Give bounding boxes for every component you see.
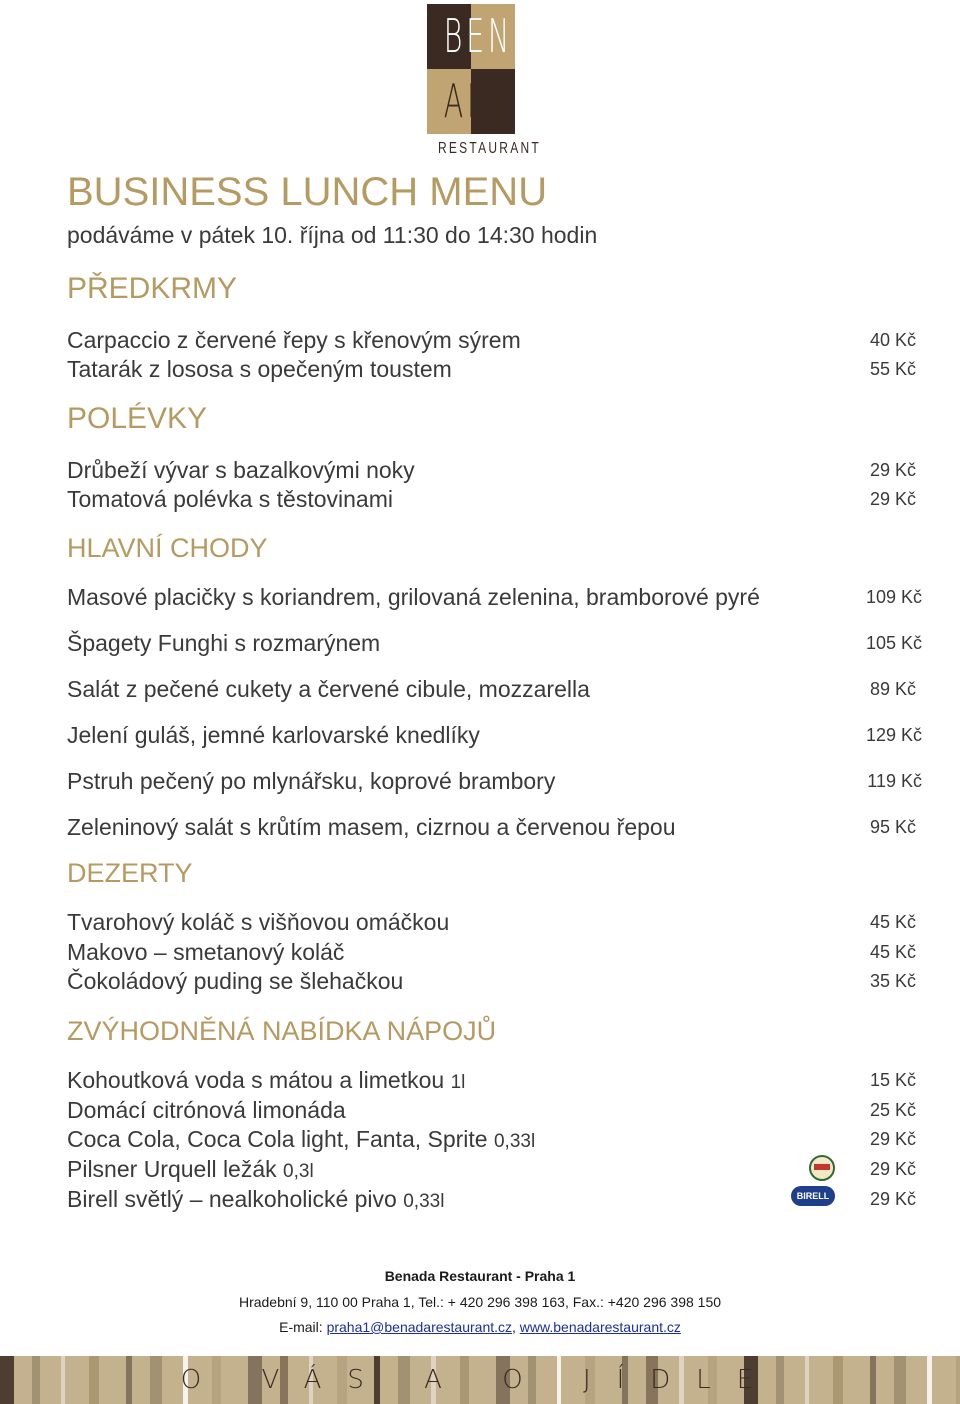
menu-item-price: 29 Kč [869,489,916,509]
menu-item [67,1067,465,1094]
menu-item-name: Coca Cola, Coca Cola light, Fanta, Sprite [67,1126,488,1152]
menu-item: Tatarák z lososa s opečeným toustem [67,356,452,382]
footer-email-link[interactable]: praha1@benadarestaurant.cz [326,1319,513,1335]
menu-item-unit: 0,3l [283,1161,314,1182]
menu-item-price: 45 Kč [869,912,916,932]
footer-contact [0,1319,960,1335]
menu-item: Drůbeží vývar s bazalkovými noky [67,457,415,483]
pilsner-urquell-logo-icon [809,1155,835,1181]
section-heading-polevky: POLÉVKY [67,402,208,435]
menu-item-unit: 0,33l [493,1131,536,1152]
menu-item-unit: 0,33l [403,1191,445,1212]
logo-subtitle: RESTAURANT [438,140,541,157]
menu-item: Špagety Funghi s rozmarýnem [67,630,381,656]
menu-item: Čokoládový puding se šlehačkou [67,968,404,994]
footer-restaurant-name: Benada Restaurant - Praha 1 [384,1268,576,1284]
menu-item-price: 45 Kč [869,942,916,962]
menu-item: Makovo – smetanový koláč [67,939,345,965]
footer-website-link[interactable]: www.benadarestaurant.cz [519,1319,681,1335]
menu-item-price: 40 Kč [869,330,916,350]
menu-item: Tomatová polévka s těstovinami [67,486,393,512]
section-heading-dezerty: DEZERTY [67,858,193,888]
menu-item: Tvarohový koláč s višňovou omáčkou [67,909,450,935]
menu-item-price: 109 Kč [865,587,922,607]
section-heading-hlavni: HLAVNÍ CHODY [67,533,268,563]
birell-logo-icon: BIRELL [791,1186,835,1206]
menu-item-price: 119 Kč [867,771,922,791]
menu-item-price: 29 Kč [869,1189,916,1209]
restaurant-logo [427,4,541,162]
menu-item-name: Birell světlý – nealkoholické pivo [67,1186,397,1212]
menu-item-price: 25 Kč [869,1100,916,1120]
menu-item-price: 29 Kč [869,460,916,480]
menu-item-price: 29 Kč [869,1129,916,1149]
menu-item-price: 129 Kč [865,725,922,745]
menu-item-unit: 1l [450,1072,466,1093]
footer-separator: , [512,1319,516,1335]
menu-item [67,1156,314,1183]
menu-item-price: 35 Kč [869,971,916,991]
menu-item-price: 55 Kč [869,359,916,379]
menu-item-price: 95 Kč [869,817,916,837]
menu-item: Masové placičky s koriandrem, grilovaná zelenina, bramborové pyré [67,584,760,610]
menu-item-price: 15 Kč [869,1070,916,1090]
band-motto: O VÁS A O JÍDLE [180,1365,780,1395]
menu-item-price: 29 Kč [869,1159,916,1179]
footer-email-label: E-mail: [279,1319,323,1335]
menu-title: BUSINESS LUNCH MENU [67,170,548,214]
menu-item [67,1186,444,1213]
menu-item: Carpaccio z červené řepy s křenovým sýrem [67,327,521,353]
decorative-band [0,1356,960,1404]
menu-subtitle: podáváme v pátek 10. října od 11:30 do 14:30 hodin [67,222,598,248]
menu-item: Zeleninový salát s krůtím masem, cizrnou a červenou řepou [67,814,676,840]
menu-item-price: 89 Kč [869,679,916,699]
menu-item-name: Domácí citrónová limonáda [67,1097,346,1123]
menu-item-name: Pilsner Urquell ležák [67,1156,277,1182]
menu-item: Salát z pečené cukety a červené cibule, mozzarella [67,676,590,702]
menu-item [67,1126,535,1153]
logo-line-1: BEN [443,9,513,63]
section-heading-predkrmy: PŘEDKRMY [67,272,238,305]
footer-address: Hradební 9, 110 00 Praha 1, Tel.: + 420 296 398 163, Fax.: +420 296 398 150 [238,1294,722,1310]
logo-line-2: ADA [443,74,516,128]
menu-item: Jelení guláš, jemné karlovarské knedlíky [67,722,480,748]
menu-item [67,1097,346,1124]
section-heading-napoje: ZVÝHODNĚNÁ NABÍDKA NÁPOJŮ [67,1016,497,1046]
menu-item-name: Kohoutková voda s mátou a limetkou [67,1067,445,1093]
menu-item-price: 105 Kč [865,633,922,653]
logo-grid [427,4,515,134]
menu-item: Pstruh pečený po mlynářsku, koprové brambory [67,768,556,794]
